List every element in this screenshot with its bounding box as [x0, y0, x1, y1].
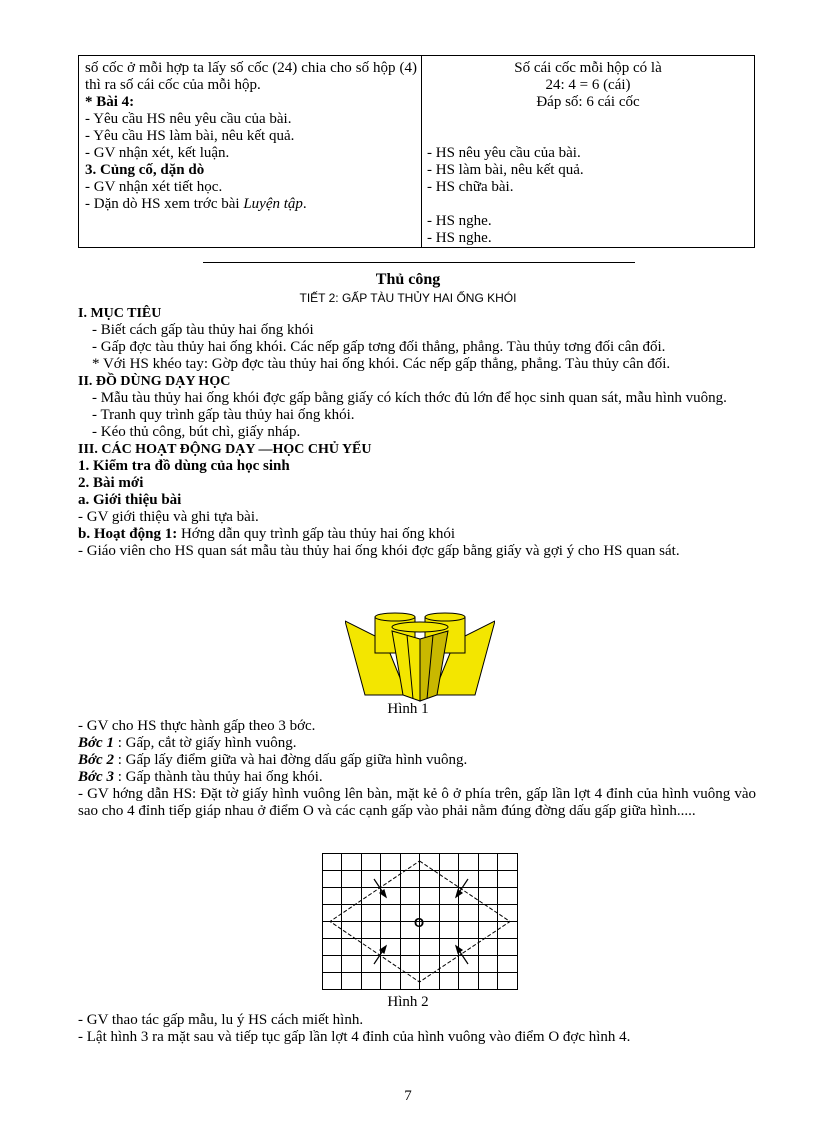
section-heading: I. MỤC TIÊU — [78, 306, 162, 321]
step-line — [78, 752, 756, 769]
activity-table — [78, 55, 755, 248]
table-divider — [421, 56, 422, 247]
body-line: - GV hớng dẫn HS: Đặt tờ giấy hình vuông lên bàn, mặt kẻ ô ở phía trên, gấp lần lợt 4 đỉnh của hình vuông vào sao cho 4 đỉnh tiếp giáp nhau ở điểm O và các cạnh gấp vào phải nằm đúng đờng dấu gấp giữa hình..... — [78, 786, 756, 819]
body-line: * Với HS khéo tay: Gờp đợc tàu thủy hai ống khói. Các nếp gấp thẳng, phẳng. Tàu thủy cân đối. — [92, 356, 671, 372]
table-text: - HS làm bài, nêu kết quả. — [427, 162, 584, 178]
table-text: số cốc ở mỗi hợp ta lấy số cốc (24) chia cho số hộp (4) thì ra số cái cốc của mỗi hộp. — [85, 60, 417, 93]
body-line: - Tranh quy trình gấp tàu thủy hai ống khói. — [92, 407, 355, 423]
figure1-caption: Hình 1 — [387, 701, 429, 717]
step-line — [78, 735, 756, 752]
boat-center-funnel-top — [392, 622, 448, 632]
body-line: - Gấp đợc tàu thủy hai ống khói. Các nếp gấp tơng đối thẳng, phẳng. Tàu thủy tơng đối cân đối. — [92, 339, 666, 355]
steps-block — [78, 718, 756, 820]
step-label: Bớc 3 — [78, 769, 114, 785]
table-text: - GV nhận xét, kết luận. — [85, 145, 230, 161]
body-line: - Mẫu tàu thủy hai ống khói đợc gấp bằng giấy có kích thớc đủ lớn để học sinh quan sát, mẫu hình vuông. — [92, 390, 727, 406]
center-point-label: O — [413, 915, 425, 930]
step-text: : Gấp thành tàu thủy hai ống khói. — [113, 769, 323, 785]
table-text: Số cái cốc mỗi hộp có là — [514, 60, 662, 76]
step-label: Bớc 1 — [78, 735, 114, 751]
step-text: : Gấp, cắt tờ giấy hình vuông. — [113, 735, 297, 751]
separator-line — [203, 262, 635, 263]
table-text: - Yêu cầu HS làm bài, nêu kết quả. — [85, 128, 295, 144]
table-text: - HS nghe. — [427, 213, 492, 229]
sub-heading: 2. Bài mới — [78, 475, 144, 491]
table-text-italic: Luyện tập — [243, 196, 303, 212]
table-text: . — [302, 196, 307, 212]
activity-label: b. Hoạt động 1: — [78, 526, 178, 542]
table-text: - HS nêu yêu cầu của bài. — [427, 145, 581, 161]
table-text: 24: 4 = 6 (cái) — [545, 77, 631, 93]
table-text: - GV nhận xét tiết học. — [85, 179, 223, 195]
table-text: - Dặn dò HS xem trớc bài — [85, 196, 240, 212]
body-line: - GV cho HS thực hành gấp theo 3 bớc. — [78, 718, 316, 734]
grid-figure — [322, 853, 518, 990]
step-label: Bớc 2 — [78, 752, 114, 768]
body-line: - GV thao tác gấp mẫu, lu ý HS cách miết hình. — [78, 1012, 364, 1028]
closing-block — [78, 1012, 756, 1046]
boat-illustration — [345, 613, 495, 701]
step-text: : Gấp lấy điểm giữa và hai đờng dấu gấp giữa hình vuông. — [113, 752, 468, 768]
subject-title: Thủ công — [375, 271, 441, 288]
boat-left-funnel-top — [375, 613, 415, 621]
table-text: - HS nghe. — [427, 230, 492, 246]
body-line-activity — [78, 526, 756, 543]
body-line: - Kéo thủ công, bút chì, giấy nháp. — [92, 424, 301, 440]
sub-heading: 1. Kiểm tra đồ dùng của học sinh — [78, 458, 290, 474]
body-line: - Giáo viên cho HS quan sát mẫu tàu thủy hai ống khói đợc gấp bằng giấy và gợi ý cho HS quan sát. — [78, 543, 680, 559]
table-text: - HS chữa bài. — [427, 179, 514, 195]
body-line: - Lật hình 3 ra mặt sau và tiếp tục gấp lần lợt 4 đỉnh của hình vuông vào điểm O đợc hình 4. — [78, 1029, 631, 1045]
table-text-line — [85, 196, 417, 213]
table-heading: 3. Củng cố, dặn dò — [85, 162, 205, 178]
section-heading: III. CÁC HOẠT ĐỘNG DẠY —HỌC CHỦ YẾU — [78, 442, 372, 457]
body-line: - Biết cách gấp tàu thủy hai ống khói — [92, 322, 314, 338]
lesson-body — [78, 305, 756, 560]
section-heading: II. ĐỒ DÙNG DẠY HỌC — [78, 374, 231, 389]
body-line: - GV giới thiệu và ghi tựa bài. — [78, 509, 259, 525]
step-line — [78, 769, 756, 786]
activity-text: Hớng dẫn quy trình gấp tàu thủy hai ống khói — [177, 526, 456, 542]
sub-heading: a. Giới thiệu bài — [78, 492, 182, 508]
table-heading: * Bài 4: — [85, 94, 135, 110]
table-text: - Yêu cầu HS nêu yêu cầu của bài. — [85, 111, 292, 127]
student-column — [427, 60, 749, 247]
page-number: 7 — [404, 1088, 412, 1104]
boat-right-funnel-top — [425, 613, 465, 621]
teacher-column — [85, 60, 417, 213]
boat-figure — [345, 611, 495, 702]
figure2-caption: Hình 2 — [387, 994, 429, 1010]
table-text: Đáp số: 6 cái cốc — [536, 94, 640, 110]
lesson-title: TIẾT 2: GẤP TÀU THỦY HAI ỐNG KHÓI — [299, 291, 517, 305]
